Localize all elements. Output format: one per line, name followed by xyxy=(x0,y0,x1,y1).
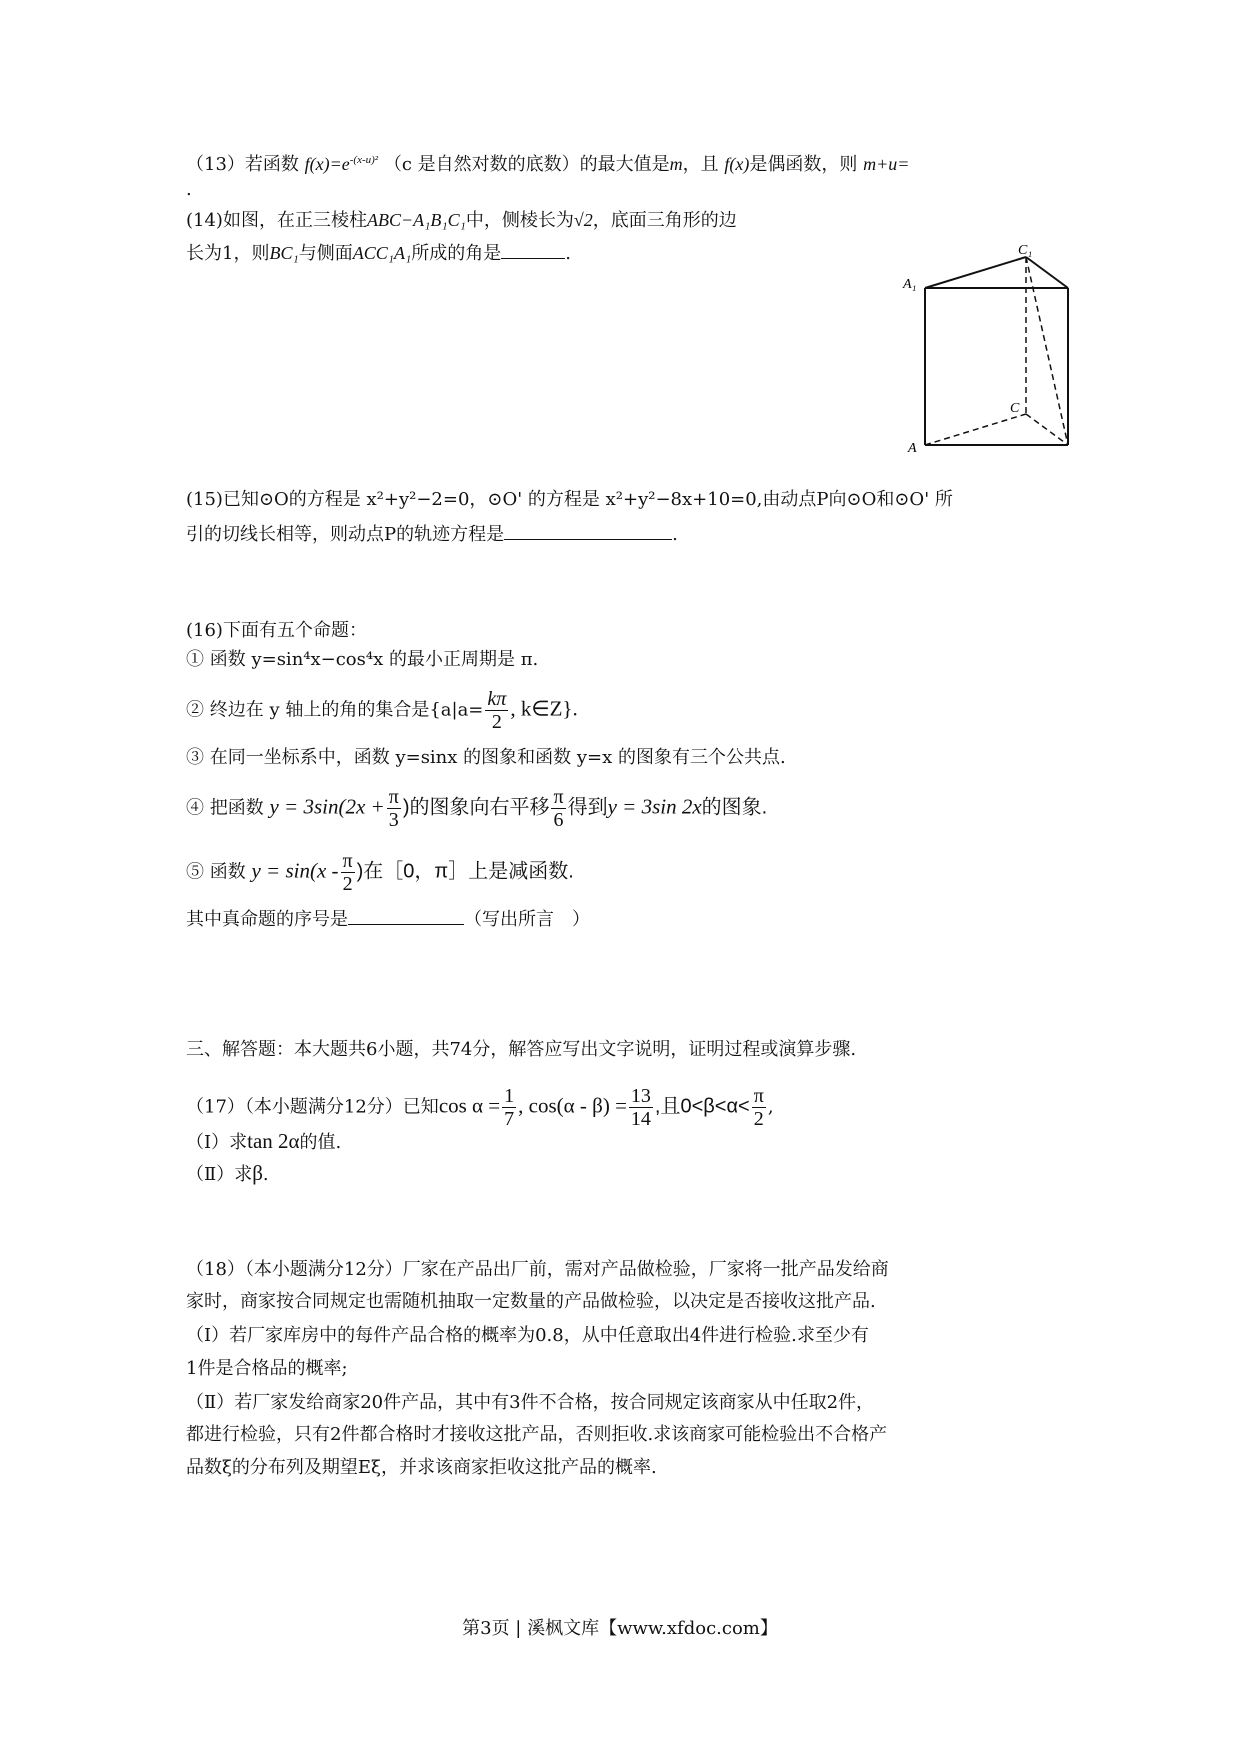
q17-den2: 14 xyxy=(630,1108,651,1130)
q14-text-e: 与侧面 xyxy=(298,243,353,264)
q17-cos: cos α = xyxy=(438,1093,501,1118)
q17-text: （17）（本小题满分12分）已知 xyxy=(186,1096,439,1118)
q16-prop2-end: , k∈Z}. xyxy=(510,696,578,721)
q14-text-b: 中，侧棱长为 xyxy=(465,210,574,231)
q16-prop4-mid: )的图象向右平移 xyxy=(402,796,550,819)
label-c1: C₁ xyxy=(1018,245,1033,258)
q16-prop4-frac2 xyxy=(551,786,565,831)
q17-num1: 1 xyxy=(504,1085,515,1107)
q14-text-f: 所成的角是 xyxy=(411,243,502,264)
label-c: C xyxy=(1010,401,1020,416)
q16-prop2-fraction xyxy=(485,688,508,733)
q15-line2 xyxy=(186,521,678,548)
q13-line xyxy=(186,147,909,178)
page-footer: 第3页 | 溪枫文库【www.xfdoc.com】 xyxy=(462,1618,778,1639)
q16-prop4-den2: 6 xyxy=(553,809,564,831)
segment-bc1-hidden xyxy=(1026,257,1068,445)
q16-prop5-eq: y = sin(x - xyxy=(251,858,339,883)
q16-prop5-frac xyxy=(341,850,355,895)
q16-prop4-den1: 3 xyxy=(388,809,399,831)
q18-line2: 家时，商家按合同规定也需随机抽取一定数量的产品做检验，以决定是否接收这批产品. xyxy=(186,1291,876,1312)
q18-line6: 都进行检验，只有2件都合格时才接收这批产品，否则拒收.求该商家可能检验出不合格产 xyxy=(186,1424,888,1445)
q13-dot: . xyxy=(186,179,192,200)
q14-text-d: 长为1，则 xyxy=(186,243,270,264)
q18-line4: 1件是合格品的概率; xyxy=(186,1358,348,1379)
label-a1: A₁ xyxy=(903,277,917,292)
q14-end: . xyxy=(565,243,571,264)
q16-prop5-end: )在［0，π］上是减函数. xyxy=(356,860,574,883)
q15-text: 引的切线长相等，则动点P的轨迹方程是 xyxy=(186,524,505,545)
q16-prop5-text: ⑤ 函数 xyxy=(186,861,246,883)
q14-prism: ABC−A₁B₁C₁ xyxy=(366,210,466,230)
q13-mid: ，且 xyxy=(682,154,719,175)
q16-answer-text: 其中真命题的序号是 xyxy=(186,909,348,930)
q17-cos2: , cos(α - β) = xyxy=(518,1093,627,1118)
q13-text: （c 是自然对数的底数）的最大值是 xyxy=(383,154,670,175)
q16-answer-line xyxy=(186,906,590,933)
edge-c1-b1 xyxy=(1026,257,1068,288)
q14-face: ACC₁A₁ xyxy=(352,243,412,263)
q16-prop4-eq: y = 3sin(2x + xyxy=(269,794,385,819)
q15-line1: (15)已知⊙O的方程是 x²+y²−2=0，⊙O' 的方程是 x²+y²−8x+10=0,由动点P向⊙O和⊙O' 所 xyxy=(186,489,953,510)
q17-frac1 xyxy=(502,1085,516,1130)
q13-m: m xyxy=(669,154,683,174)
q14-answer-blank xyxy=(501,240,565,259)
q18-line5: （Ⅱ）若厂家发给商家20件产品，其中有3件不合格，按合同规定该商家从中任取2件， xyxy=(186,1392,875,1413)
q16-title: (16)下面有五个命题： xyxy=(186,620,367,641)
q16-prop5-num: π xyxy=(342,850,353,872)
q17-part2 xyxy=(186,1160,269,1188)
q14-bc1: BC₁ xyxy=(269,243,299,263)
q16-prop4-text: ④ 把函数 xyxy=(186,797,264,819)
q18-line3: （Ⅰ）若厂家库房中的每件产品合格的概率为0.8，从中任意取出4件进行检验.求至少有 xyxy=(186,1325,869,1346)
q17-num2: 13 xyxy=(630,1085,651,1107)
q14-line2 xyxy=(186,240,571,267)
q13-function: f(x)=e xyxy=(304,154,350,174)
q16-prop1: ① 函数 y=sin⁴x−cos⁴x 的最小正周期是 π. xyxy=(186,649,539,670)
q17-num3: π xyxy=(753,1085,764,1107)
q17-part1 xyxy=(186,1128,341,1156)
q17-part1-end: 的值. xyxy=(299,1132,342,1153)
q13-function2: f(x) xyxy=(724,154,750,174)
q16-prop2-text: ② 终边在 y 轴上的角的集合是{a|a= xyxy=(186,699,484,721)
q17-den1: 7 xyxy=(504,1108,515,1130)
q16-prop2-num: kπ xyxy=(487,688,507,710)
q17-den3: 2 xyxy=(753,1108,764,1130)
q15-end: . xyxy=(672,524,678,545)
q16-prop3: ③ 在同一坐标系中，函数 y=sinx 的图象和函数 y=x 的图象有三个公共点. xyxy=(186,747,786,768)
q17-frac3 xyxy=(752,1085,766,1130)
q17-part1-text: （Ⅰ）求 xyxy=(186,1132,248,1153)
q16-answer-note: （写出所言 ） xyxy=(464,909,590,930)
q16-prop4-num2: π xyxy=(553,786,564,808)
edge-a1-c1 xyxy=(925,257,1026,288)
edge-a-c-hidden xyxy=(925,414,1026,445)
prism-figure xyxy=(900,245,1080,457)
q13-number: （13）若函数 xyxy=(186,154,299,175)
q16-prop5-den: 2 xyxy=(342,873,353,895)
q17-part2-end: . xyxy=(262,1164,269,1185)
q16-answer-blank xyxy=(348,906,464,925)
q14-text-c: ，底面三角形的边 xyxy=(592,210,737,231)
q17-condition: ,且0<β<α< xyxy=(654,1095,750,1118)
q16-prop4 xyxy=(186,786,767,831)
q16-prop4-eq2: y = 3sin 2x xyxy=(607,794,702,819)
q13-end: 是偶函数，则 xyxy=(749,154,858,175)
q17-frac2 xyxy=(629,1085,653,1130)
q18-line7: 品数ξ的分布列及期望Eξ，并求该商家拒收这批产品的概率. xyxy=(186,1457,657,1478)
section3-heading: 三、解答题：本大题共6小题，共74分，解答应写出文字说明，证明过程或演算步骤. xyxy=(186,1039,857,1060)
q14-sqrt: √2 xyxy=(573,210,593,230)
q16-prop4-frac1 xyxy=(387,786,401,831)
q16-prop2-den: 2 xyxy=(491,711,502,733)
q16-prop2 xyxy=(186,688,578,733)
q16-prop4-to: 得到 xyxy=(567,796,608,819)
q13-exponent: -(x-u)² xyxy=(349,154,379,166)
q16-prop4-end: 的图象. xyxy=(701,796,768,819)
q16-prop4-num1: π xyxy=(388,786,399,808)
q13-mu: m+u= xyxy=(863,154,910,174)
q16-prop5 xyxy=(186,850,574,895)
label-a: A xyxy=(908,441,917,456)
q17-line xyxy=(186,1085,774,1130)
q17-part2-text: （Ⅱ）求 xyxy=(186,1164,253,1185)
q17-beta: β xyxy=(252,1161,263,1185)
q15-answer-blank xyxy=(504,521,672,540)
q17-comma: , xyxy=(767,1096,774,1118)
q14-text-a: (14)如图，在正三棱柱 xyxy=(186,210,367,231)
q17-tan: tan 2α xyxy=(247,1129,300,1153)
q18-line1: （18）（本小题满分12分）厂家在产品出厂前，需对产品做检验，厂家将一批产品发给商 xyxy=(186,1259,889,1280)
q14-line1 xyxy=(186,207,737,234)
